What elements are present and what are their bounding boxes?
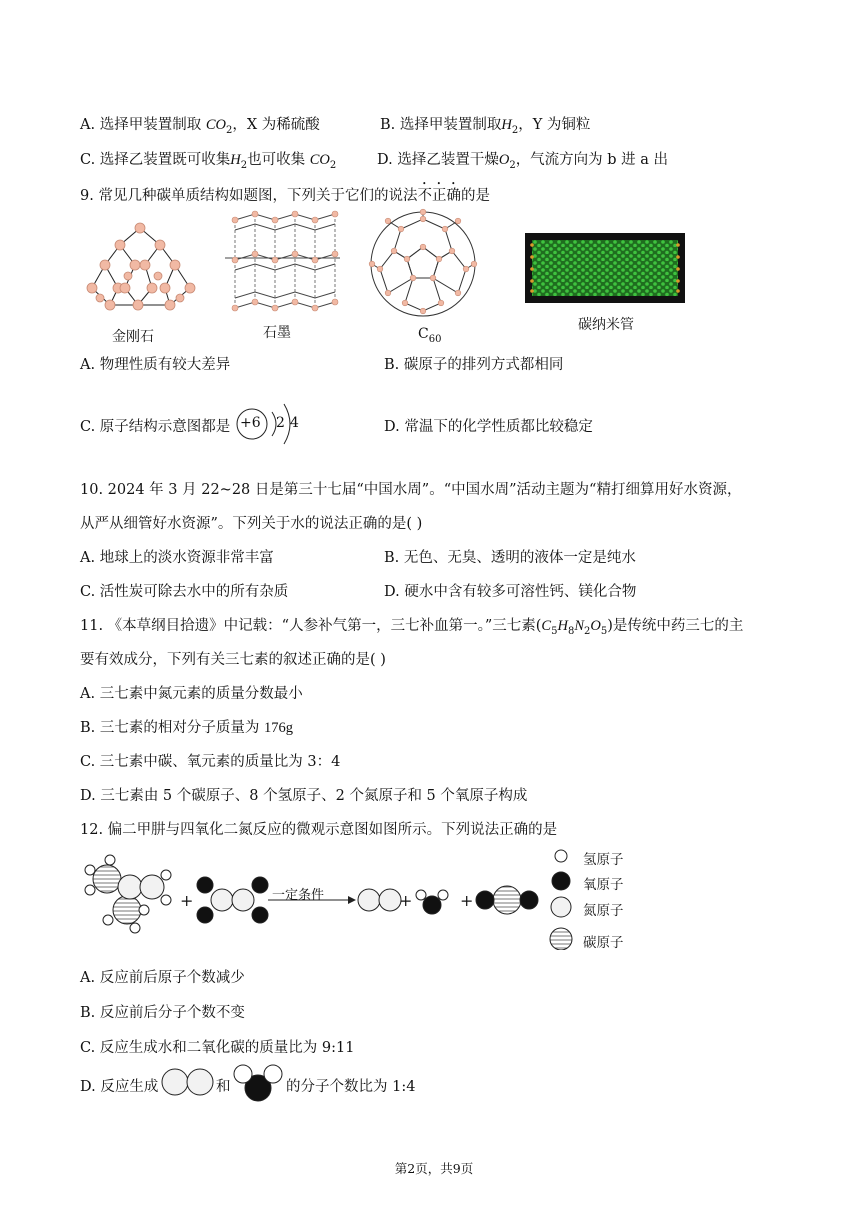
q10-stem-line2: 从严从细管好水资源”。下列关于水的说法正确的是( ) — [80, 516, 423, 532]
q12-option-d: D. 反应生成 — [80, 1079, 159, 1095]
page-footer: 第2页，共9页 — [394, 1161, 474, 1176]
caption-c60: $C_{60}$ — [418, 326, 442, 345]
q8-option-b: B. 选择甲装置制取$H_2$，Y 为铜粒 — [380, 117, 591, 136]
q10-option-b: B. 无色、无臭、透明的液体一定是纯水 — [384, 550, 636, 566]
plus-sign-2: + — [399, 891, 413, 910]
legend-oxygen: 氧原子 — [583, 877, 624, 893]
q10-option-c: C. 活性炭可除去水中的所有杂质 — [80, 584, 289, 600]
q11-stem-line1: 11. 《本草纲目拾遗》中记载：“人参补气第一，三七补血第一。”三七素$(C_5H_8N_2O_5)$是传统中药三七的主 — [80, 618, 744, 637]
q9-option-d: D. 常温下的化学性质都比较稳定 — [384, 419, 593, 435]
q12-stem: 12. 偏二甲肼与四氧化二氮反应的微观示意图如图所示。下列说法正确的是 — [80, 822, 558, 838]
q9-option-c: C. 原子结构示意图都是 — [80, 419, 231, 435]
q11-stem-line2: 要有效成分，下列有关三七素的叙述正确的是( ) — [80, 652, 386, 668]
q12-option-d-ratio: 的分子个数比为 1:4 — [286, 1079, 416, 1095]
q11-option-b: B. 三七素的相对分子质量为 176g — [80, 720, 293, 736]
q12-option-c: C. 反应生成水和二氧化碳的质量比为 9:11 — [80, 1040, 355, 1056]
diamond-structure-figure — [80, 210, 210, 315]
q12-option-d-and: 和 — [216, 1079, 231, 1095]
graphite-structure-figure — [225, 208, 340, 313]
h2o-molecule-icon — [232, 1060, 284, 1104]
reaction-condition: 一定条件 — [272, 888, 325, 903]
q12-option-b: B. 反应前后分子个数不变 — [80, 1005, 245, 1021]
q10-stem-line1: 10. 2024 年 3 月 22~28 日是第三十七届“中国水周”。“中国水周”活动主题为“精打细算用好水资源， — [80, 482, 742, 498]
q11-option-c: C. 三七素中碳、氧元素的质量比为 3：4 — [80, 754, 341, 770]
q8-option-d: D. 选择乙装置干燥$O_2$，气流方向为 b 进 a 出 — [377, 152, 669, 171]
legend-nitrogen: 氮原子 — [583, 903, 624, 919]
c60-structure-figure — [366, 207, 481, 322]
q10-option-a: A. 地球上的淡水资源非常丰富 — [80, 550, 274, 566]
q9-option-b: B. 碳原子的排列方式都相同 — [384, 357, 564, 373]
caption-nanotube: 碳纳米管 — [578, 317, 634, 333]
atom-legend-icons — [548, 846, 578, 950]
q8-option-a: A. 选择甲装置制取 $CO_2$，X 为稀硫酸 — [80, 117, 320, 136]
plus-sign-1: + — [180, 891, 194, 910]
q11-option-a: A. 三七素中氮元素的质量分数最小 — [80, 686, 303, 702]
legend-carbon: 碳原子 — [583, 935, 624, 951]
caption-graphite: 石墨 — [263, 325, 291, 341]
caption-diamond: 金刚石 — [112, 329, 154, 345]
legend-hydrogen: 氢原子 — [583, 852, 624, 868]
q9-stem: 9. 常见几种碳单质结构如题图，下列关于它们的说法不正确的是 — [80, 188, 490, 204]
plus-sign-3: + — [460, 891, 474, 910]
q11-option-d: D. 三七素由 5 个碳原子、8 个氢原子、2 个氮原子和 5 个氧原子构成 — [80, 788, 528, 804]
q12-option-a: A. 反应前后原子个数减少 — [80, 970, 245, 986]
atom-structure-diagram — [232, 396, 312, 452]
q8-option-c: C. 选择乙装置既可收集$H_2$也可收集 $CO_2$ — [80, 152, 337, 171]
q9-option-a: A. 物理性质有较大差异 — [80, 357, 231, 373]
shell-2-electrons: 4 — [290, 415, 299, 431]
n2-molecule-icon — [160, 1065, 216, 1099]
q10-option-d: D. 硬水中含有较多可溶性钙、镁化合物 — [384, 584, 637, 600]
nucleus-charge: +6 — [240, 415, 261, 431]
nanotube-figure — [525, 233, 685, 303]
shell-1-electrons: 2 — [276, 415, 285, 431]
